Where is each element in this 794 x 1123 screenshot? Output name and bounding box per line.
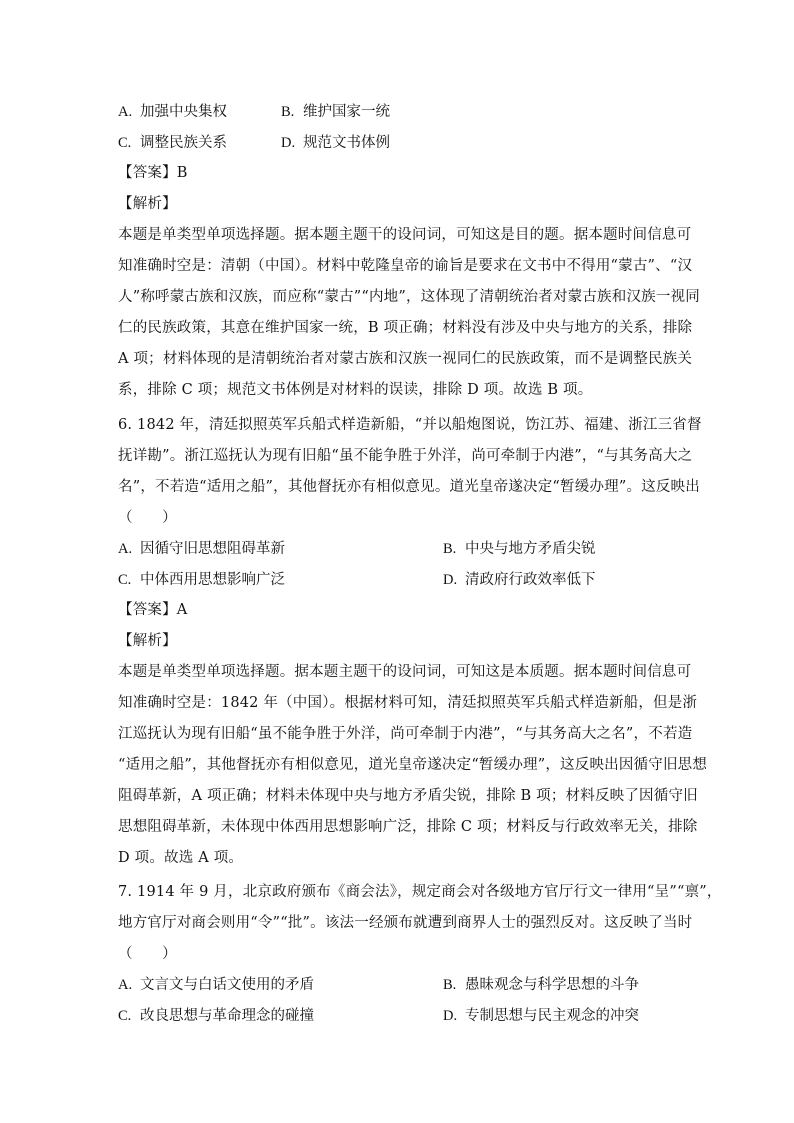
option-text: 专制思想与民主观念的冲突 bbox=[465, 1008, 639, 1024]
q6-analysis-line: 思想阻碍革新，未体现中体西用思想影响广泛，排除 C 项；材料反与行政效率无关，排除 bbox=[118, 819, 698, 835]
q7-stem-line: （ ） bbox=[118, 946, 177, 962]
q6-analysis-line: 知准确时空是：1842 年（中国）。根据材料可知，清廷拟照英军兵船式样造新船，但是浙 bbox=[118, 695, 698, 711]
q6-option-d bbox=[443, 570, 596, 590]
option-key: D. bbox=[281, 135, 296, 151]
q7-option-a bbox=[118, 975, 314, 995]
q5-analysis-line: 人”称呼蒙古族和汉族，而应称“蒙古”“内地”，这体现了清朝统治者对蒙古族和汉族一视同 bbox=[118, 289, 700, 305]
option-key: C. bbox=[118, 1008, 132, 1024]
q6-analysis-heading: 【解析】 bbox=[118, 633, 177, 649]
option-key: A. bbox=[118, 104, 133, 120]
q6-option-a bbox=[118, 539, 285, 559]
q5-option-d bbox=[281, 133, 390, 153]
option-key: C. bbox=[118, 572, 132, 588]
option-key: C. bbox=[118, 135, 132, 151]
q6-answer: 【答案】A bbox=[118, 602, 188, 618]
q6-analysis-line: 江巡抚认为现有旧船“虽不能争胜于外洋，尚可牵制于内港”，“与其务高大之名”，不若造 bbox=[118, 726, 693, 742]
q5-option-c bbox=[118, 133, 227, 153]
q5-analysis-line: 知准确时空是：清朝（中国）。材料中乾隆皇帝的谕旨是要求在文书中不得用“蒙古”、“汉 bbox=[118, 258, 693, 274]
q5-analysis-line: 本题是单类型单项选择题。据本题主题干的设问词，可知这是目的题。据本题时间信息可 bbox=[118, 227, 692, 243]
q6-analysis-line: D 项。故选 A 项。 bbox=[118, 850, 244, 866]
q5-answer: 【答案】B bbox=[118, 165, 188, 181]
q6-stem-line: （ ） bbox=[118, 510, 177, 526]
option-text: 中央与地方矛盾尖锐 bbox=[465, 541, 596, 557]
option-text: 清政府行政效率低下 bbox=[465, 572, 596, 588]
q6-analysis-line: 阻碍革新，A 项正确；材料未体现中央与地方矛盾尖锐，排除 B 项；材料反映了因循守旧 bbox=[118, 788, 698, 804]
q5-analysis-heading: 【解析】 bbox=[118, 196, 177, 212]
option-key: B. bbox=[281, 104, 295, 120]
q5-analysis-line: A 项；材料体现的是清朝统治者对蒙古族和汉族一视同仁的民族政策，而不是调整民族关 bbox=[118, 351, 693, 367]
option-key: B. bbox=[443, 541, 457, 557]
q6-analysis-line: 本题是单类型单项选择题。据本题主题干的设问词，可知这是本质题。据本题时间信息可 bbox=[118, 664, 692, 680]
q7-option-d bbox=[443, 1006, 639, 1026]
q6-stem-line: 名”，不若造“适用之船”，其他督抚亦有相似意见。道光皇帝遂决定“暂缓办理”。这反映出 bbox=[118, 479, 700, 495]
option-text: 维护国家一统 bbox=[303, 104, 390, 120]
option-key: A. bbox=[118, 541, 133, 557]
option-text: 改良思想与革命理念的碰撞 bbox=[140, 1008, 314, 1024]
option-text: 调整民族关系 bbox=[140, 135, 227, 151]
q7-option-c bbox=[118, 1006, 314, 1026]
option-key: D. bbox=[443, 572, 458, 588]
q6-stem-line: 6. 1842 年，清廷拟照英军兵船式样造新船，“并以船炮图说，饬江苏、福建、浙江三省督 bbox=[118, 417, 702, 433]
q6-stem-line: 抚详勘”。浙江巡抚认为现有旧船“虽不能争胜于外洋，尚可牵制于内港”，“与其务高大之 bbox=[118, 448, 693, 464]
q5-option-b bbox=[281, 102, 390, 122]
q6-option-c bbox=[118, 570, 285, 590]
option-text: 文言文与白话文使用的矛盾 bbox=[140, 977, 314, 993]
q7-stem-line: 7. 1914 年 9 月，北京政府颁布《商会法》，规定商会对各级地方官厅行文一律用“呈”“禀”， bbox=[118, 884, 722, 900]
q5-analysis-line: 仁的民族政策，其意在维护国家一统，B 项正确；材料没有涉及中央与地方的关系，排除 bbox=[118, 320, 693, 336]
q7-stem-line: 地方官厅对商会则用“令”“批”。该法一经颁布就遭到商界人士的强烈反对。这反映了当时 bbox=[118, 915, 693, 931]
option-key: B. bbox=[443, 977, 457, 993]
q7-option-b bbox=[443, 975, 639, 995]
q6-analysis-line: “适用之船”，其他督抚亦有相似意见，道光皇帝遂决定“暂缓办理”，这反映出因循守旧思想 bbox=[118, 757, 708, 773]
option-text: 因循守旧思想阻碍革新 bbox=[140, 541, 285, 557]
option-text: 中体西用思想影响广泛 bbox=[140, 572, 285, 588]
option-text: 加强中央集权 bbox=[140, 104, 227, 120]
q5-option-a bbox=[118, 102, 227, 122]
q5-analysis-line: 系，排除 C 项；规范文书体例是对材料的误读，排除 D 项。故选 B 项。 bbox=[118, 382, 593, 398]
q6-option-b bbox=[443, 539, 596, 559]
option-text: 规范文书体例 bbox=[303, 135, 390, 151]
option-text: 愚昧观念与科学思想的斗争 bbox=[465, 977, 639, 993]
option-key: A. bbox=[118, 977, 133, 993]
option-key: D. bbox=[443, 1008, 458, 1024]
